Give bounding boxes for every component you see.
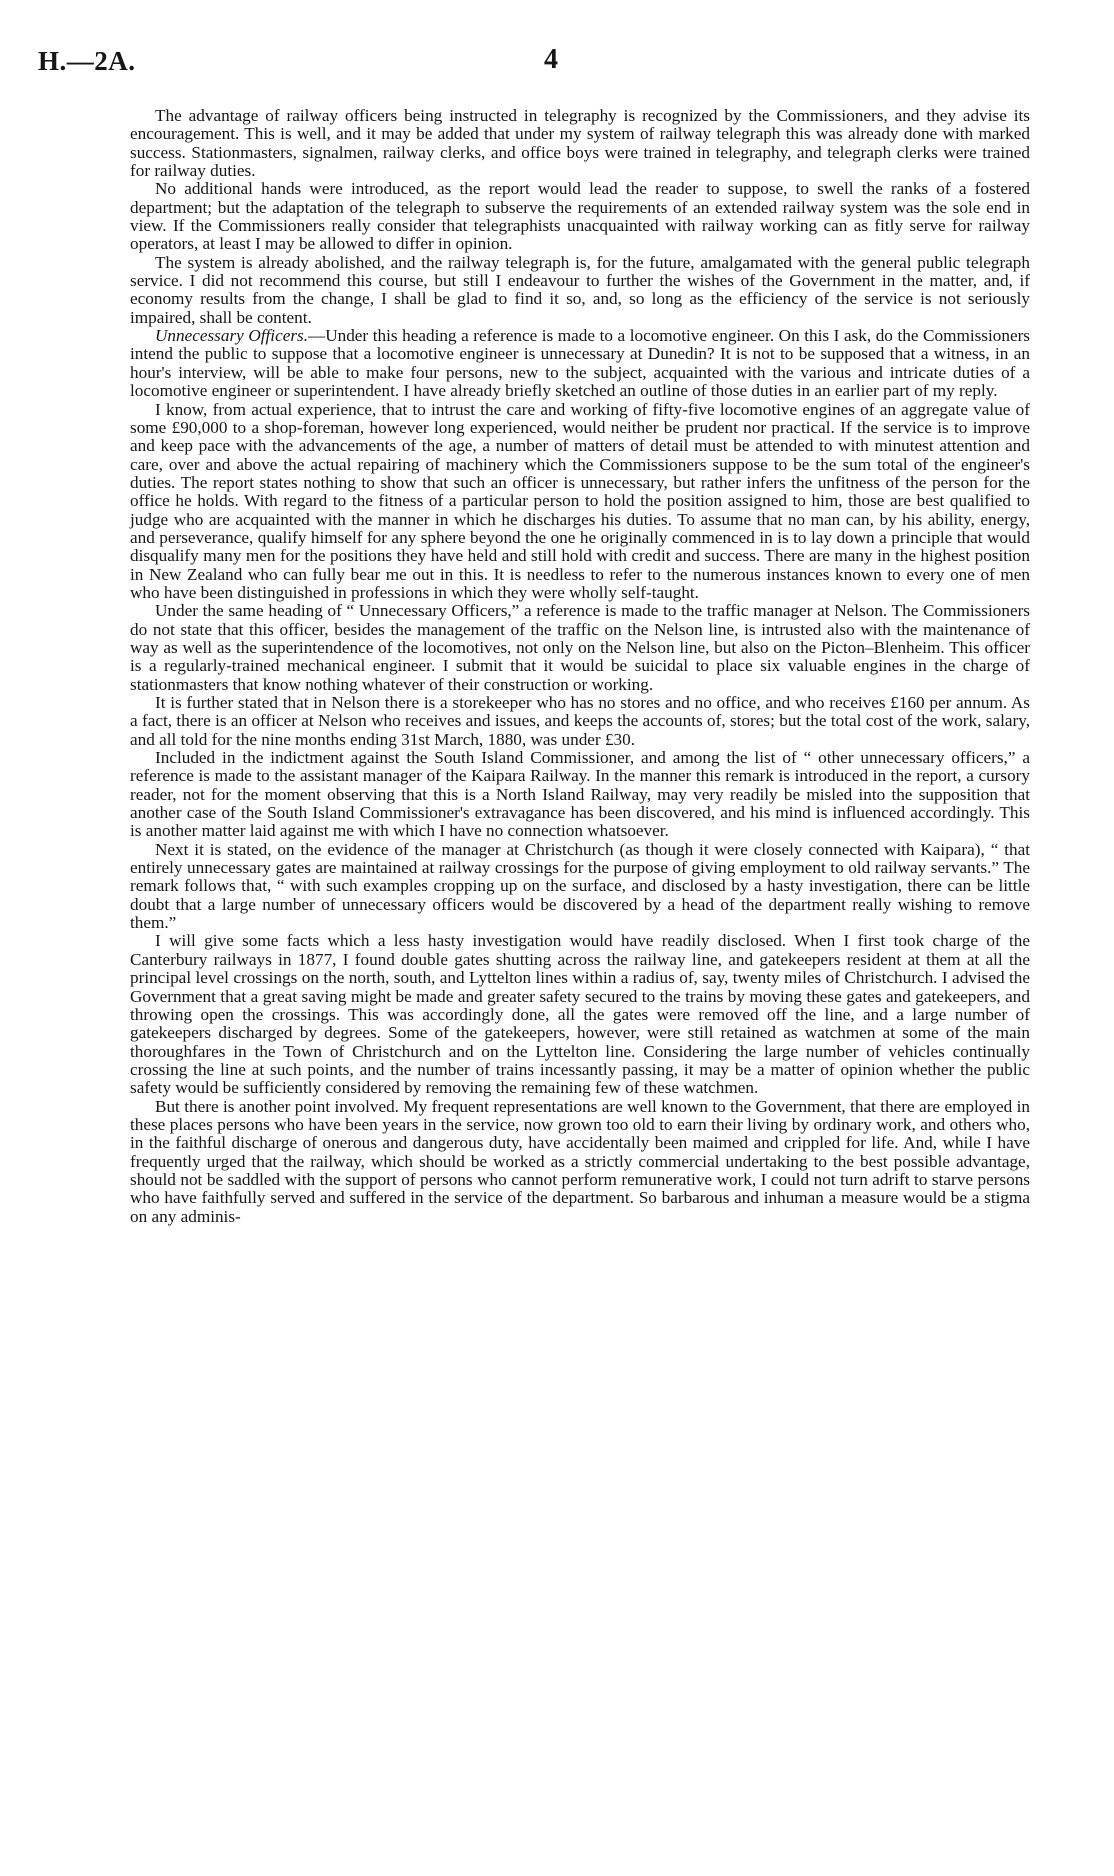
paragraph: Unnecessary Officers.—Under this heading a reference is made to a locomotive engineer. On this I ask, do the Commissioners intend the public to suppose that a locomotive engineer is unnecessary at Dunedin? It is not to be supposed that a witness, in an hour's interview, will be able to make four persons, new to the subject, acquainted with the various and intricate duties of a locomotive engineer or superintendent. I have already briefly sketched an outline of those duties in an earlier part of my reply. [130, 326, 1030, 401]
paragraph: I will give some facts which a less hasty investigation would have readily disclosed. When I first took charge of the Canterbury railways in 1877, I found double gates shutting across the railway line, and gatekeepers resident at them at all the principal level crossings on the north, south, and Lyttelton lines within a radius of, say, twenty miles of Christchurch. I advised the Government that a great saving might be made and greater safety secured to the trains by moving these gates and gatekeepers, and throwing open the crossings. This was accordingly done, all the gates were removed off the line, and a large number of gatekeepers discharged by degrees. Some of the gatekeepers, however, were still retained as watchmen at some of the main thoroughfares in the Town of Christchurch and on the Lyttelton line. Considering the large number of vehicles continually crossing the line at such points, and the number of trains incessantly passing, it may be a matter of opinion whether the public safety would be sufficiently considered by removing the remaining few of these watchmen. [130, 931, 1030, 1098]
paragraph: The advantage of railway officers being instructed in telegraphy is recognized by the Commissioners, and they advise its encouragement. This is well, and it may be added that under my system of railway telegraph this was already done with marked success. Stationmasters, signalmen, railway clerks, and office boys were trained in telegraphy, and telegraph clerks were trained for railway duties. [130, 106, 1030, 181]
body-text [130, 107, 1030, 1226]
section-heading: Unnecessary Officers. [155, 326, 309, 346]
page-reference: H.—2A. [38, 46, 136, 76]
paragraph: Included in the indictment against the South Island Commissioner, and among the list of “ other unnecessary officers,” a reference is made to the assistant manager of the Kaipara Railway. In the manner this remark is introduced in the report, a cursory reader, not for the moment observing that this is a North Island Railway, may very readily be misled into the supposition that another case of the South Island Commissioner's extravagance has been discovered, and his mind is influenced accordingly. This is another matter laid against me with which I have no connection whatsoever. [130, 748, 1030, 841]
page-header [38, 46, 1076, 86]
paragraph: Next it is stated, on the evidence of the manager at Christchurch (as though it were closely connected with Kaipara), “ that entirely unnecessary gates are maintained at railway crossings for the purpose of giving employment to old railway servants.” The remark follows that, “ with such examples cropping up on the surface, and disclosed by a hasty investigation, there can be little doubt that a large number of unnecessary officers would be discovered by a head of the department really wishing to remove them.” [130, 839, 1030, 933]
paragraph: Under the same heading of “ Unnecessary Officers,” a reference is made to the traffic manager at Nelson. The Commissioners do not state that this officer, besides the management of the traffic on the Nelson line, is intrusted also with the maintenance of way as well as the superintendence of the locomotives, not only on the Nelson line, but also on the Picton–Blenheim. This officer is a regularly-trained mechanical engineer. I submit that it would be suicidal to place six valuable engines in the charge of stationmasters that know nothing whatever of their construction or working. [130, 601, 1030, 694]
paragraph: The system is already abolished, and the railway telegraph is, for the future, amalgamated with the general public telegraph service. I did not recommend this course, but still I endeavour to further the wishes of the Government in the matter, and, if economy results from the change, I shall be glad to find it so, and, so long as the efficiency of the service is not seriously impaired, shall be content. [130, 252, 1030, 327]
paragraph: It is further stated that in Nelson there is a storekeeper who has no stores and no office, and who receives £160 per annum. As a fact, there is an officer at Nelson who receives and issues, and keeps the accounts of, stores; but the total cost of the work, salary, and all told for the nine months ending 31st March, 1880, was under £30. [130, 693, 1030, 749]
page-number: 4 [544, 44, 558, 75]
paragraph: But there is another point involved. My frequent representations are well known to the Government, that there are employed in these places persons who have been years in the service, now grown too old to earn their living by ordinary work, and others who, in the faithful discharge of onerous and dangerous duty, have accidentally been maimed and crippled for life. And, while I have frequently urged that the railway, which should be worked as a strictly commercial undertaking to the best possible advantage, should not be saddled with the support of persons who cannot perform remunerative work, I could not turn adrift to starve persons who have faithfully served and suffered in the service of the department. So barbarous and inhuman a measure would be a stigma on any adminis- [130, 1096, 1030, 1226]
paragraph: I know, from actual experience, that to intrust the care and working of fifty-five locomotive engines of an aggregate value of some £90,000 to a shop-foreman, however long experienced, would neither be prudent nor practical. If the service is to improve and keep pace with the advancements of the age, a number of matters of detail must be attended to with minutest attention and care, over and above the actual repairing of machinery which the Commissioners suppose to be the sum total of the engineer's duties. The report states nothing to show that such an officer is unnecessary, but rather infers the unfitness of the person for the office he holds. With regard to the fitness of a particular person to hold the position assigned to him, those are best qualified to judge who are acquainted with the manner in which he discharges his duties. To assume that no man can, by his ability, energy, and perseverance, qualify himself for any sphere beyond the one he originally commenced in is to lay down a principle that would disqualify many men for the positions they have held and still hold with credit and success. There are many in the highest position in New Zealand who can fully bear me out in this. It is needless to refer to the numerous instances known to every one of men who have been distinguished in professions in which they were wholly self-taught. [130, 399, 1030, 602]
paragraph: No additional hands were introduced, as the report would lead the reader to suppose, to swell the ranks of a fostered department; but the adaptation of the telegraph to subserve the requirements of an extended railway system was the sole end in view. If the Commissioners really consider that telegraphists unacquainted with railway working can as fitly serve for railway operators, at least I may be allowed to differ in opinion. [130, 179, 1030, 254]
